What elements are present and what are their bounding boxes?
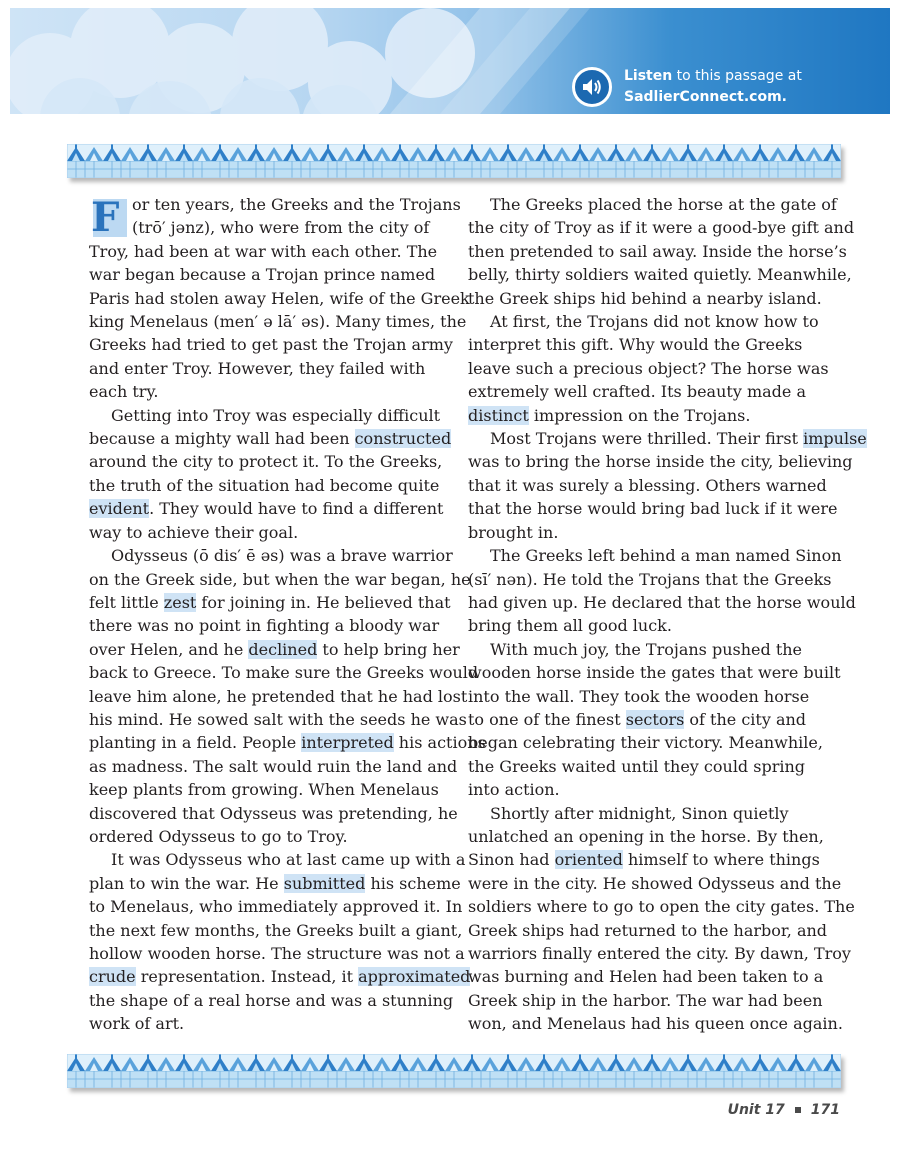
decorative-border-top <box>67 144 841 178</box>
page-footer <box>728 1102 840 1118</box>
listen-label: Listen <box>624 68 673 84</box>
text-line: belly, thirty soldiers waited quietly. Meanwhile, <box>468 265 852 285</box>
vocabulary-word: impulse <box>803 429 867 449</box>
text-line: there was no point in fighting a bloody war <box>89 616 440 636</box>
text-line: into the wall. They took the wooden horse <box>468 686 810 706</box>
footer-separator <box>795 1107 801 1113</box>
text-run: of the city and <box>684 709 807 729</box>
text-line: The Greeks placed the horse at the gate of <box>490 195 837 214</box>
decorative-border-bottom <box>67 1054 841 1088</box>
text-run: himself to where things <box>622 850 820 870</box>
text-run: felt little <box>89 592 164 612</box>
text-line: that the horse would bring bad luck if it were <box>468 499 838 519</box>
text-run: Sinon had <box>468 850 555 870</box>
text-run: planting in a field. People <box>89 733 302 753</box>
text-line: hollow wooden horse. The structure was not a <box>89 944 465 963</box>
vocabulary-word: approximated <box>358 967 471 987</box>
text-line: on the Greek side, but when the war began, he <box>89 569 471 589</box>
vocabulary-word: submitted <box>283 873 366 893</box>
audio-play-button[interactable] <box>572 67 612 107</box>
text-line <box>89 427 452 450</box>
text-line <box>89 591 451 614</box>
vocabulary-word: evident <box>89 499 150 519</box>
text-line: war began because a Trojan prince named <box>89 265 436 285</box>
text-line: unlatched an opening in the horse. By then, <box>468 826 824 846</box>
text-line: Greeks had tried to get past the Trojan army <box>89 335 453 355</box>
text-line: Getting into Troy was especially difficult <box>111 405 441 425</box>
text-line: At first, the Trojans did not know how to <box>490 312 819 332</box>
text-line: interpret this gift. Why would the Greeks <box>468 335 803 355</box>
vocabulary-word: interpreted <box>301 733 394 753</box>
text-line: the shape of a real horse and was a stunning <box>89 990 454 1010</box>
listen-rest: to this passage at <box>672 68 802 84</box>
article-column-right <box>468 193 867 1036</box>
text-line <box>89 872 461 895</box>
text-run: . They would have to find a different <box>149 499 444 519</box>
text-run: for joining in. He believed that <box>196 592 451 612</box>
text-line: began celebrating their victory. Meanwhile, <box>468 733 823 753</box>
text-line: (trō′ jənz), who were from the city of <box>132 218 430 238</box>
text-line: the next few months, the Greeks built a giant, <box>89 920 463 940</box>
text-line: the Greek ships hid behind a nearby island. <box>468 288 822 308</box>
vocabulary-word: zest <box>163 592 197 612</box>
text-line: bring them all good luck. <box>468 616 672 636</box>
vocabulary-word: sectors <box>625 709 685 729</box>
text-line: extremely well crafted. Its beauty made a <box>468 382 806 402</box>
text-line: to Menelaus, who immediately approved it. In <box>89 897 463 917</box>
vocabulary-word: distinct <box>468 405 529 425</box>
text-line: leave such a precious object? The horse was <box>468 358 829 378</box>
text-run: because a mighty wall had been <box>89 429 355 449</box>
vocabulary-word: declined <box>248 639 318 659</box>
vocabulary-word: constructed <box>354 429 452 449</box>
header-banner <box>10 8 890 114</box>
text-line: won, and Menelaus had his queen once again. <box>468 1014 843 1034</box>
text-line <box>89 638 460 661</box>
text-line: or ten years, the Greeks and the Trojans <box>132 195 461 214</box>
text-line: that it was surely a blessing. Others warned <box>468 475 827 495</box>
text-run: impression on the Trojans. <box>528 405 751 425</box>
text-line: back to Greece. To make sure the Greeks would <box>89 663 479 683</box>
text-line: warriors finally entered the city. By dawn, Troy <box>468 944 851 963</box>
text-run: to help bring her <box>317 639 460 659</box>
text-line: each try. <box>89 382 159 402</box>
listen-audio-panel <box>572 66 802 108</box>
article-column-left <box>89 193 486 1036</box>
text-line: the truth of the situation had become quite <box>89 475 440 495</box>
drop-cap-text: F <box>91 195 120 237</box>
text-line: and enter Troy. However, they failed with <box>89 358 426 378</box>
text-run: to one of the finest <box>468 709 626 729</box>
text-line: was to bring the horse inside the city, believing <box>468 452 853 472</box>
speaker-icon <box>581 77 603 97</box>
text-line: then pretended to sail away. Inside the horse’s <box>468 241 847 261</box>
text-line: Greek ships had returned to the harbor, and <box>468 920 828 940</box>
text-line: as madness. The salt would ruin the land and <box>89 756 458 776</box>
vocabulary-word: crude <box>89 967 136 987</box>
text-line: work of art. <box>89 1014 185 1034</box>
text-run: his scheme <box>365 873 461 893</box>
text-line: discovered that Odysseus was pretending, he <box>89 803 458 823</box>
text-line: With much joy, the Trojans pushed the <box>490 639 803 659</box>
text-run: Most Trojans were thrilled. Their first <box>490 429 804 449</box>
text-line <box>89 965 471 988</box>
text-line: way to achieve their goal. <box>89 522 299 542</box>
text-line: around the city to protect it. To the Greeks, <box>89 452 443 472</box>
text-line <box>468 427 867 450</box>
text-line <box>468 848 834 871</box>
text-line: into action. <box>468 780 560 800</box>
text-line: keep plants from growing. When Menelaus <box>89 780 439 800</box>
text-run: his actions <box>393 733 486 753</box>
text-line: leave him alone, he pretended that he had lost <box>89 686 468 706</box>
text-line: Greek ship in the harbor. The war had been <box>468 990 823 1010</box>
text-line: (sī′ nən). He told the Trojans that the Greeks <box>468 569 832 589</box>
text-line: had given up. He declared that the horse would <box>468 592 856 612</box>
text-line: the city of Troy as if it were a good-bye gift and <box>468 218 855 238</box>
text-line: Troy, had been at war with each other. The <box>89 241 438 261</box>
text-line: Paris had stolen away Helen, wife of the Greek <box>89 288 470 308</box>
text-line: his mind. He sowed salt with the seeds he was <box>89 709 467 729</box>
text-line: Odysseus (ō dis′ ē əs) was a brave warrior <box>111 546 453 566</box>
vocabulary-word: oriented <box>554 850 623 870</box>
text-line: The Greeks left behind a man named Sinon <box>490 546 842 566</box>
text-line <box>89 731 486 754</box>
text-line: soldiers where to go to open the city gates. The <box>468 897 855 917</box>
text-run: over Helen, and he <box>89 639 249 659</box>
site-link[interactable]: SadlierConnect.com. <box>624 89 788 105</box>
text-line: brought in. <box>468 522 559 542</box>
page-number: 171 <box>810 1102 840 1118</box>
text-line: Shortly after midnight, Sinon quietly <box>490 803 789 823</box>
text-line: king Menelaus (men′ ə lā′ əs). Many times, the <box>89 312 467 332</box>
unit-label: Unit 17 <box>727 1102 785 1118</box>
listen-instructions <box>624 66 802 108</box>
text-line: was burning and Helen had been taken to a <box>468 967 824 987</box>
text-line: were in the city. He showed Odysseus and the <box>468 873 842 893</box>
text-line: the Greeks waited until they could spring <box>468 756 806 776</box>
text-line <box>468 708 834 731</box>
text-line <box>468 404 834 427</box>
text-run: representation. Instead, it <box>135 967 359 987</box>
text-line <box>89 497 444 520</box>
text-run: plan to win the war. He <box>89 873 284 893</box>
text-line: It was Odysseus who at last came up with a <box>111 850 466 870</box>
text-line: wooden horse inside the gates that were built <box>468 663 841 683</box>
text-line: ordered Odysseus to go to Troy. <box>89 826 348 846</box>
